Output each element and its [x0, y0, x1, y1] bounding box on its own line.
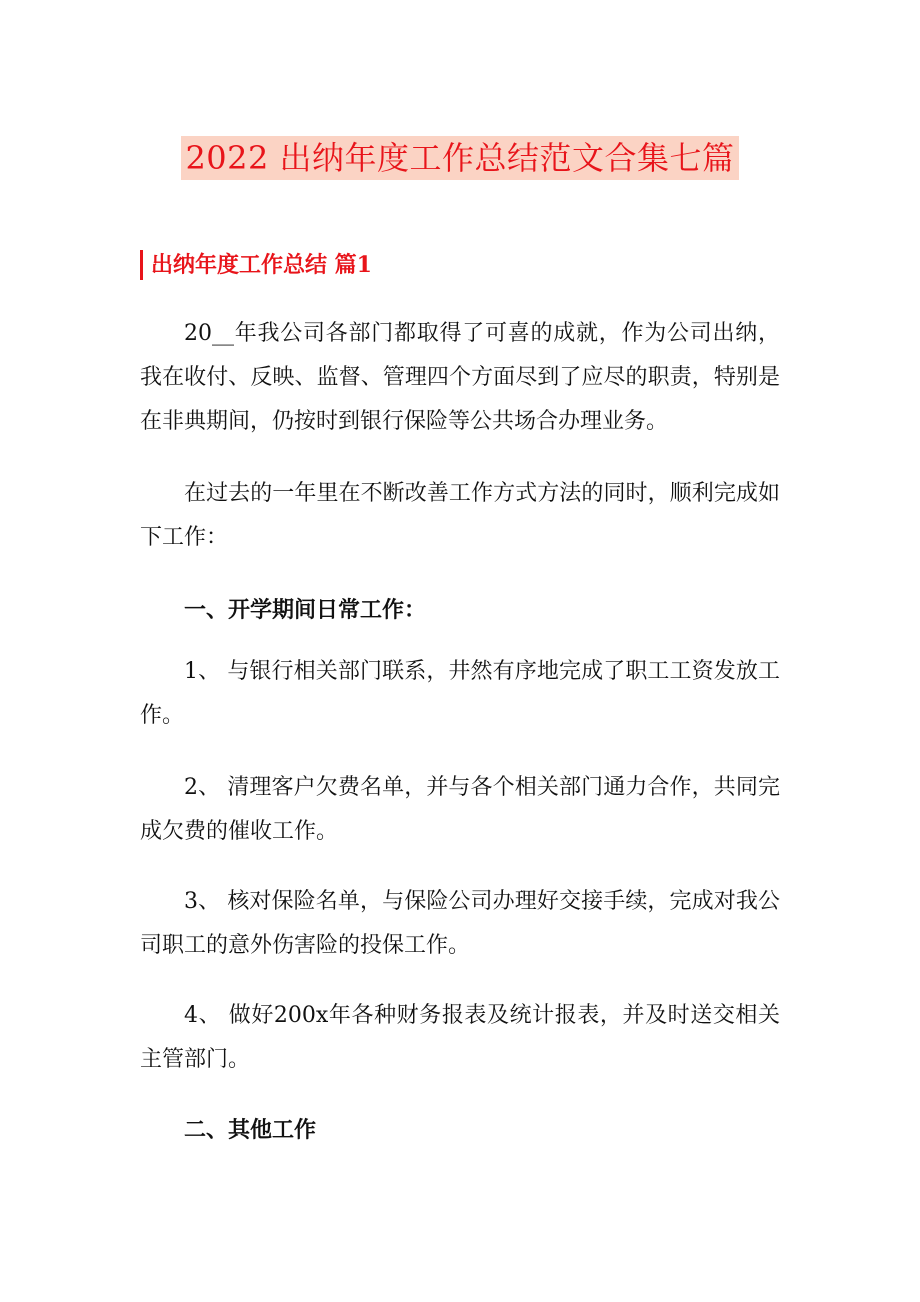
list-item-1: 1、 与银行相关部门联系，井然有序地完成了职工工资发放工作。	[140, 659, 780, 728]
title-container	[0, 136, 920, 180]
list-item-2: 2、 清理客户欠费名单，并与各个相关部门通力合作，共同完成欠费的催收工作。	[140, 775, 780, 844]
list-item-3: 3、 核对保险名单，与保险公司办理好交接手续，完成对我公司职工的意外伤害险的投保工作。	[140, 889, 780, 958]
document-title: 2022 出纳年度工作总结范文合集七篇	[181, 136, 738, 180]
subheading-other-work: 二、其他工作	[184, 1117, 317, 1143]
section-heading: 出纳年度工作总结 篇1	[140, 250, 372, 280]
list-item-4: 4、 做好200x年各种财务报表及统计报表，并及时送交相关主管部门。	[140, 1003, 780, 1072]
paragraph-overview: 在过去的一年里在不断改善工作方式方法的同时，顺利完成如下工作：	[140, 481, 780, 550]
paragraph-intro: 20__年我公司各部门都取得了可喜的成就，作为公司出纳，我在收付、反映、监督、管理四个方面尽到了应尽的职责，特别是在非典期间，仍按时到银行保险等公共场合办理业务。	[140, 321, 780, 434]
subheading-daily-work: 一、开学期间日常工作：	[184, 597, 427, 623]
